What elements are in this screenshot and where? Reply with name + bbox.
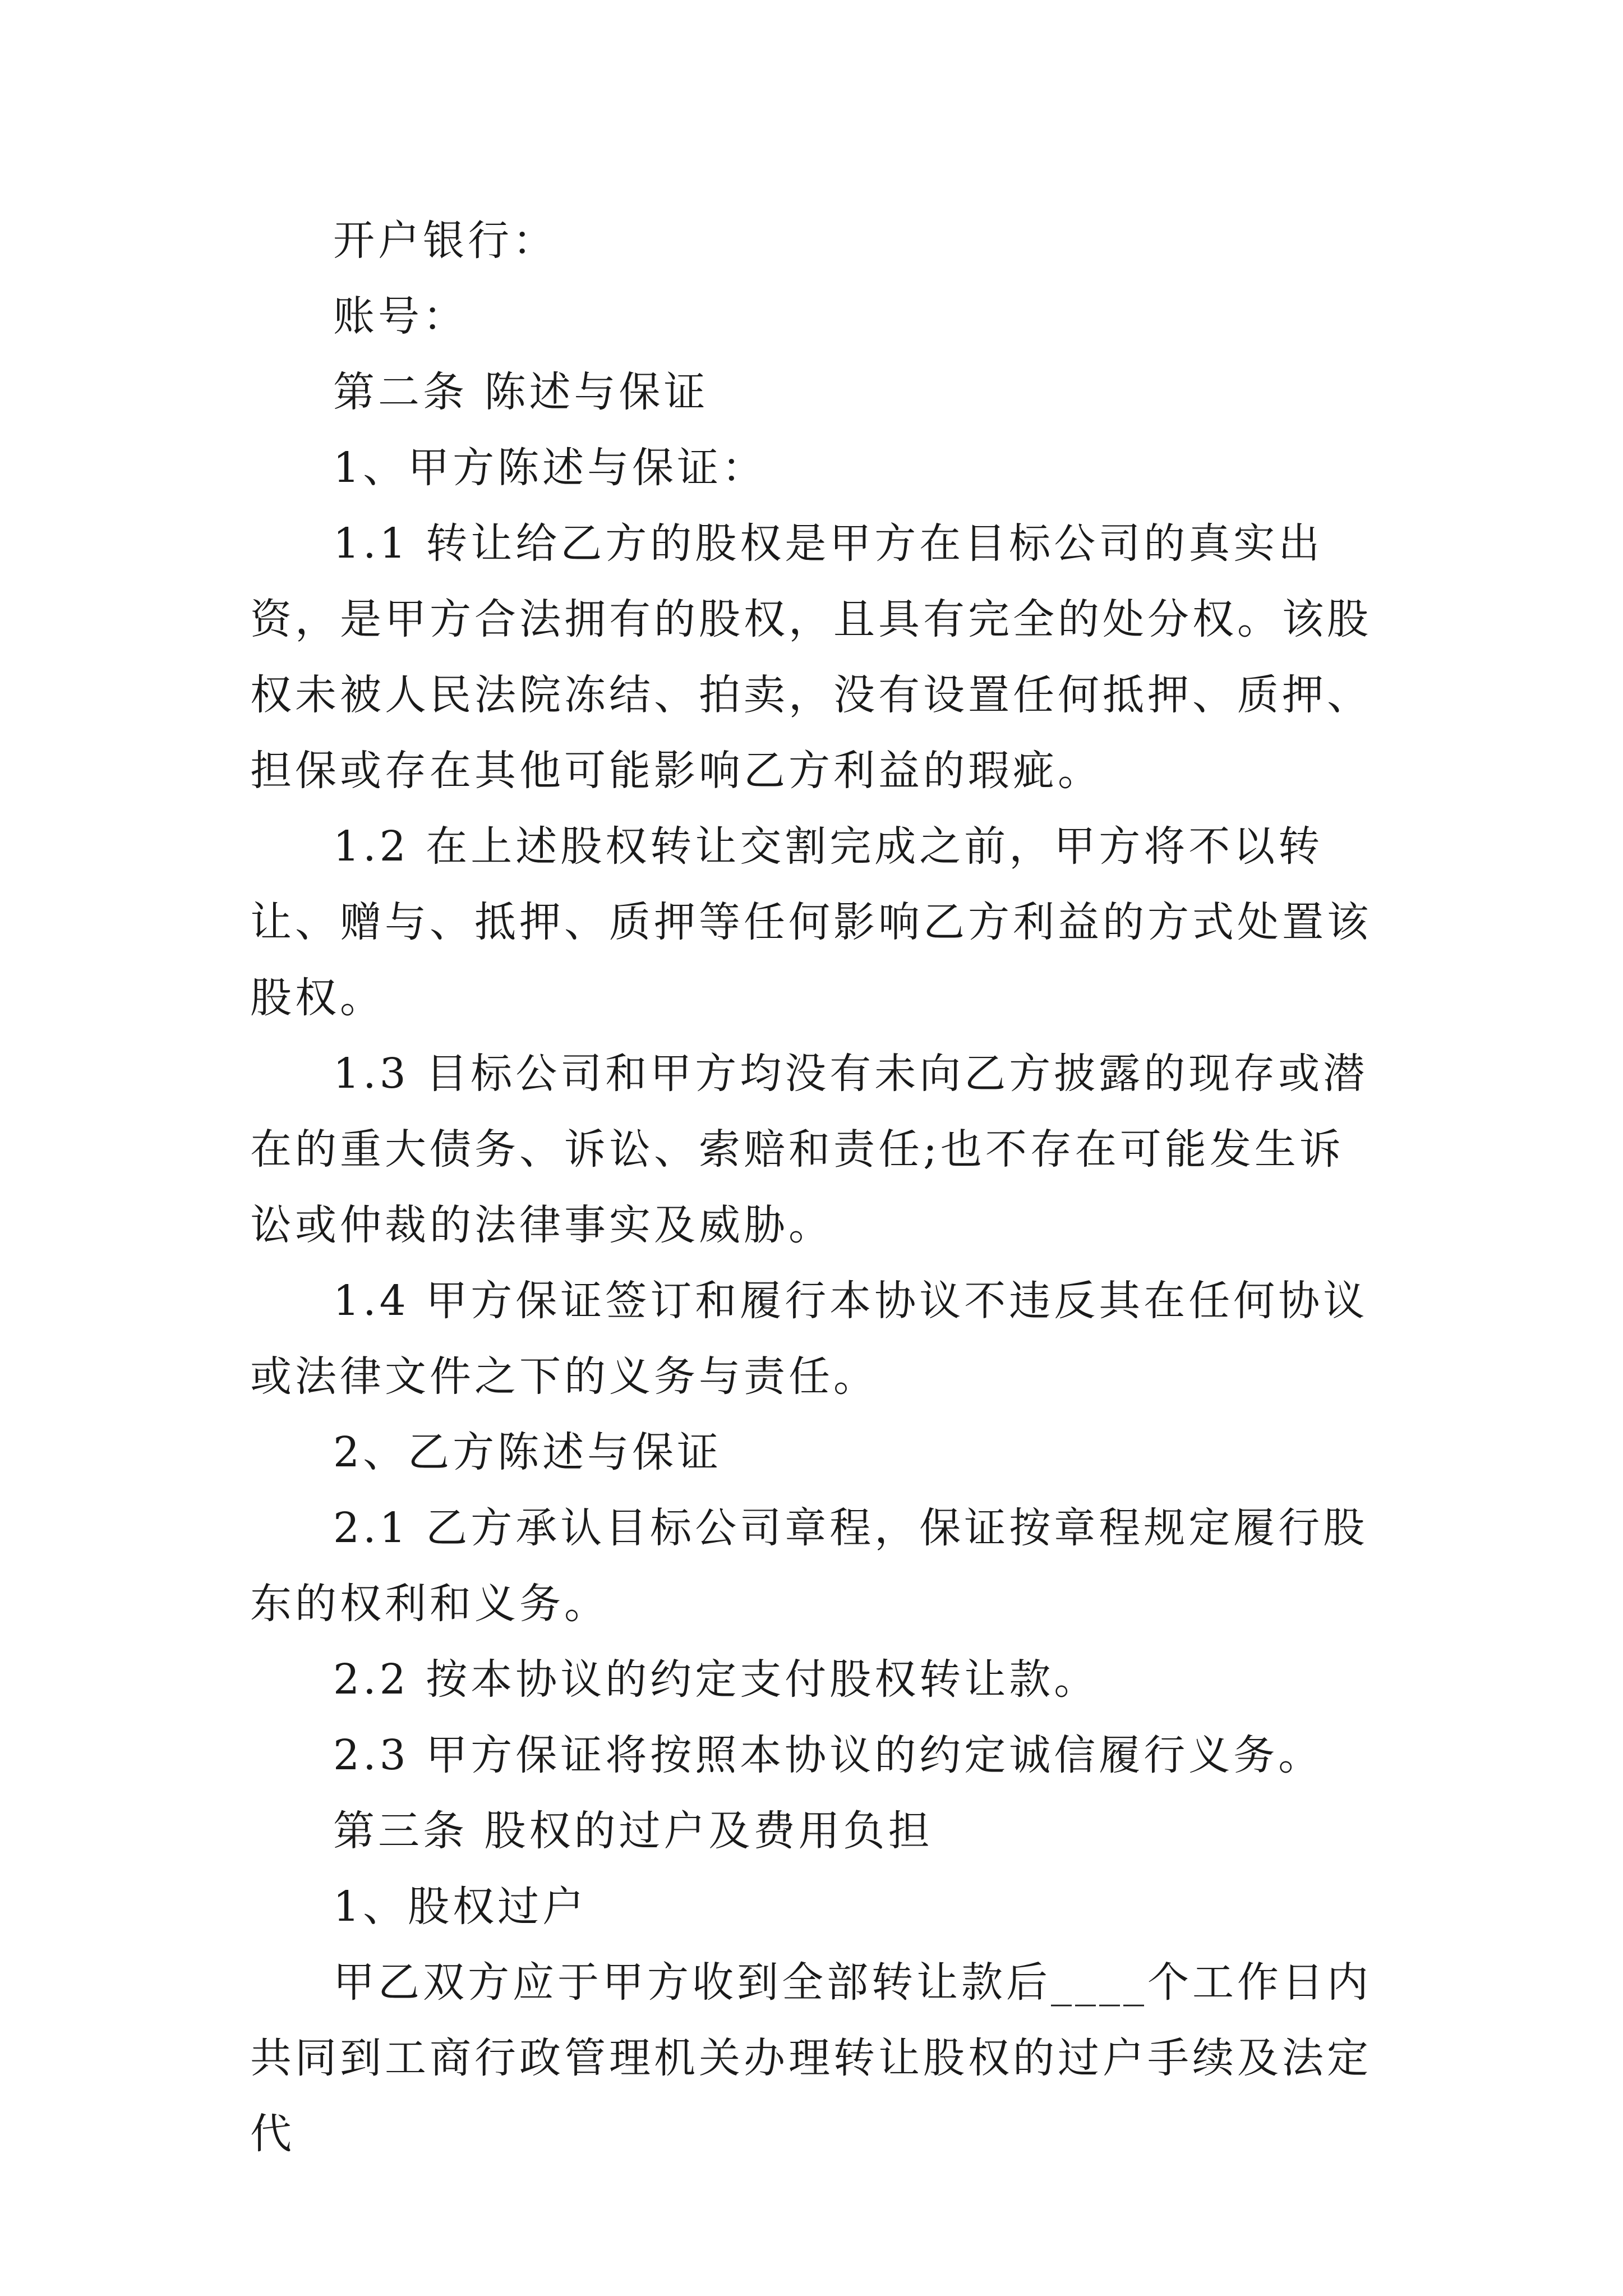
clause-2-2: 2.2 按本协议的约定支付股权转让款。 — [333, 1655, 1099, 1704]
clause-2-3: 2.3 甲方保证将按照本协议的约定诚信履行义务。 — [333, 1731, 1324, 1779]
clause-2-1: 2.1 乙方承认目标公司章程，保证按章程规定履行股东的权利和义务。 — [250, 1504, 1368, 1628]
paragraph-bank: 开户银行： — [333, 217, 557, 265]
heading-party-b-warranties: 2、乙方陈述与保证 — [333, 1428, 722, 1476]
heading-party-a-warranties: 1、甲方陈述与保证： — [333, 444, 767, 492]
document-body — [250, 203, 1389, 2172]
paragraph-transfer-procedure: 甲乙双方应于甲方收到全部转让款后____个工作日内共同到工商行政管理机关办理转让股权的过户手续及法定代 — [250, 1958, 1372, 2158]
heading-article-2: 第二条 陈述与保证 — [333, 368, 709, 416]
heading-equity-transfer: 1、股权过户 — [333, 1883, 588, 1931]
clause-1-1: 1.1 转让给乙方的股权是甲方在目标公司的真实出资，是甲方合法拥有的股权，且具有完全的处分权。该股权未被人民法院冻结、拍卖，没有设置任何抵押、质押、担保或存在其他可能影响乙方利益的瑕疵。 — [250, 519, 1372, 795]
heading-article-3: 第三条 股权的过户及费用负担 — [333, 1807, 933, 1855]
clause-1-4: 1.4 甲方保证签订和履行本协议不违反其在任何协议或法律文件之下的义务与责任。 — [250, 1277, 1368, 1401]
clause-1-2: 1.2 在上述股权转让交割完成之前，甲方将不以转让、赠与、抵押、质押等任何影响乙方利益的方式处置该股权。 — [250, 822, 1372, 1022]
paragraph-account: 账号： — [333, 292, 468, 341]
clause-1-3: 1.3 目标公司和甲方均没有未向乙方披露的现存或潜在的重大债务、诉讼、索赔和责任;也不存在可能发生诉讼或仲裁的法律事实及威胁。 — [250, 1050, 1368, 1249]
